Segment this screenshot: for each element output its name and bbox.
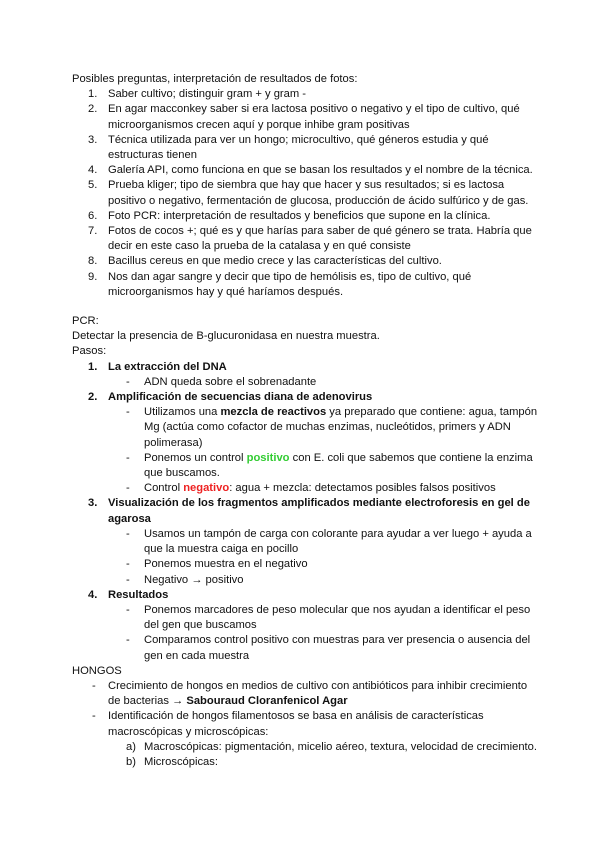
item-text: Bacillus cereus en que medio crece y las características del cultivo. — [108, 255, 442, 268]
sub-item-text: Utilizamos una — [144, 406, 221, 419]
dash-marker: - — [126, 527, 130, 540]
positive-highlight: positivo — [246, 451, 290, 464]
item-text: Foto PCR: interpretación de resultados y beneficios que supone en la clínica. — [108, 209, 491, 222]
emphasis-text: mezcla de reactivos — [220, 406, 327, 419]
dash-marker: - — [126, 375, 130, 388]
intro-line: Posibles preguntas, interpretación de resultados de fotos: — [72, 73, 358, 85]
dash-marker: - — [126, 573, 130, 586]
sub-item-text: Comparamos control positivo con muestras para ver presencia o ausencia del gen en cada muestra — [144, 634, 531, 662]
pcr-step-2 — [72, 390, 540, 496]
sub-item-text: Microscópicas: — [144, 755, 218, 768]
list-item — [72, 87, 540, 102]
sub-item — [108, 755, 540, 770]
sub-item — [108, 603, 540, 633]
step-sublist — [108, 603, 540, 664]
pcr-steps-list — [72, 360, 540, 664]
dash-marker: - — [126, 634, 130, 647]
item-text: Galería API, como funciona en que se basan los resultados y el nombre de la técnica. — [108, 164, 533, 177]
sub-item — [108, 451, 540, 481]
letter-marker: b) — [126, 755, 136, 768]
item-number: 4. — [88, 164, 98, 177]
hongos-list — [72, 679, 540, 770]
item-text: En agar macconkey saber si era lactosa positivo o negativo y el tipo de cultivo, qué microorganismos crecen aquí y porque inhibe gram positivas — [108, 103, 520, 131]
hongos-heading: HONGOS — [72, 664, 122, 677]
step-title: Resultados — [108, 588, 169, 601]
list-item — [72, 178, 540, 208]
dash-marker: - — [126, 558, 130, 571]
step-number: 3. — [88, 497, 98, 510]
item-number: 7. — [88, 225, 98, 238]
item-text: Fotos de cocos +; qué es y que harías para saber de qué género se trata. Habría que decir en este caso la prueba de la catalasa y en qué consiste — [108, 225, 532, 253]
list-item — [72, 270, 540, 300]
step-number: 1. — [88, 360, 98, 373]
dash-marker: - — [92, 679, 96, 692]
questions-list — [72, 87, 540, 300]
item-number: 3. — [88, 133, 98, 146]
sub-item — [108, 405, 540, 451]
sub-item-text: Ponemos muestra en el negativo — [144, 558, 308, 571]
sub-item-text: Control — [144, 482, 184, 495]
step-sublist — [108, 375, 540, 390]
item-text: Técnica utilizada para ver un hongo; microcultivo, qué géneros estudia y qué estructuras tienen — [108, 133, 489, 162]
sub-item — [108, 633, 540, 663]
item-number: 5. — [88, 179, 98, 192]
list-item — [72, 163, 540, 178]
item-number: 9. — [88, 270, 98, 283]
step-sublist — [108, 527, 540, 588]
list-item — [72, 709, 540, 770]
letter-marker: a) — [126, 740, 136, 753]
list-item — [72, 679, 540, 709]
step-title: La extracción del DNA — [108, 360, 227, 373]
pcr-steps-label: Pasos: — [72, 345, 107, 358]
dash-marker: - — [92, 710, 96, 723]
sub-item — [108, 527, 540, 557]
list-item — [72, 102, 540, 132]
item-number: 2. — [88, 103, 98, 116]
list-item — [72, 209, 540, 224]
step-number: 4. — [88, 588, 98, 601]
dash-marker: - — [126, 482, 130, 495]
pcr-step-1 — [72, 360, 540, 390]
item-number: 6. — [88, 209, 98, 222]
sub-item-text: ya preparado que contiene: agua, tampón Mg (actúa como cofactor de muchas enzimas, nucleótidos, primers y ADN polimerasa) — [144, 406, 538, 449]
sub-item — [108, 375, 540, 390]
step-sublist — [108, 405, 540, 496]
pcr-step-3 — [72, 496, 540, 587]
item-text: Crecimiento de hongos en medios de cultivo con antibióticos para inhibir crecimiento de bacterias → — [108, 679, 528, 708]
sub-item-text: : agua + mezcla: detectamos posibles falsos positivos — [229, 482, 496, 495]
item-number: 1. — [88, 88, 98, 101]
dash-marker: - — [126, 406, 130, 419]
item-text: Nos dan agar sangre y decir que tipo de hemólisis es, tipo de cultivo, qué microorganismos hay y qué haríamos después. — [108, 270, 472, 298]
dash-marker: - — [126, 603, 130, 616]
sub-item-text: Usamos un tampón de carga con colorante para ayudar a ver luego + ayuda a que la muestra caiga en pocillo — [144, 527, 532, 556]
pcr-goal: Detectar la presencia de B-glucuronidasa en nuestra muestra. — [72, 330, 380, 343]
item-number: 8. — [88, 255, 98, 268]
list-item — [72, 133, 540, 163]
pcr-step-4 — [72, 588, 540, 664]
lettered-sublist — [108, 740, 540, 770]
sub-item — [108, 573, 540, 588]
negative-highlight: negativo — [183, 482, 230, 495]
step-title: Visualización de los fragmentos amplificados mediante electroforesis en gel de agarosa — [108, 497, 530, 525]
sub-item — [108, 557, 540, 572]
item-text: Identificación de hongos filamentosos se basa en análisis de características macroscópicas y microscópicas: — [108, 710, 484, 738]
list-item — [72, 254, 540, 269]
sub-item-text: Ponemos un control — [144, 451, 247, 464]
dash-marker: - — [126, 451, 130, 464]
sub-item — [108, 481, 540, 496]
pcr-heading: PCR: — [72, 315, 99, 328]
sub-item-text: Negativo → positivo — [144, 573, 244, 586]
emphasis-text: Sabouraud Cloranfenicol Agar — [186, 695, 348, 708]
sub-item-text: Macroscópicas: pigmentación, micelio aéreo, textura, velocidad de crecimiento. — [144, 740, 537, 753]
item-text: Saber cultivo; distinguir gram + y gram - — [108, 88, 307, 101]
step-title: Amplificación de secuencias diana de adenovirus — [108, 391, 373, 404]
list-item — [72, 224, 540, 254]
sub-item — [108, 740, 540, 755]
item-text: Prueba kliger; tipo de siembra que hay que hacer y sus resultados; si es lactosa positivo o negativo, fermentación de glucosa, producción de ácido sulfúrico y de gas. — [108, 179, 529, 207]
section-spacer — [72, 300, 540, 314]
sub-item-text: ADN queda sobre el sobrenadante — [144, 375, 317, 388]
sub-item-text: Ponemos marcadores de peso molecular que nos ayudan a identificar el peso del gen que buscamos — [144, 603, 531, 632]
sub-item-text: con E. coli que sabemos que contiene la enzima que buscamos. — [144, 451, 533, 480]
step-number: 2. — [88, 391, 98, 404]
